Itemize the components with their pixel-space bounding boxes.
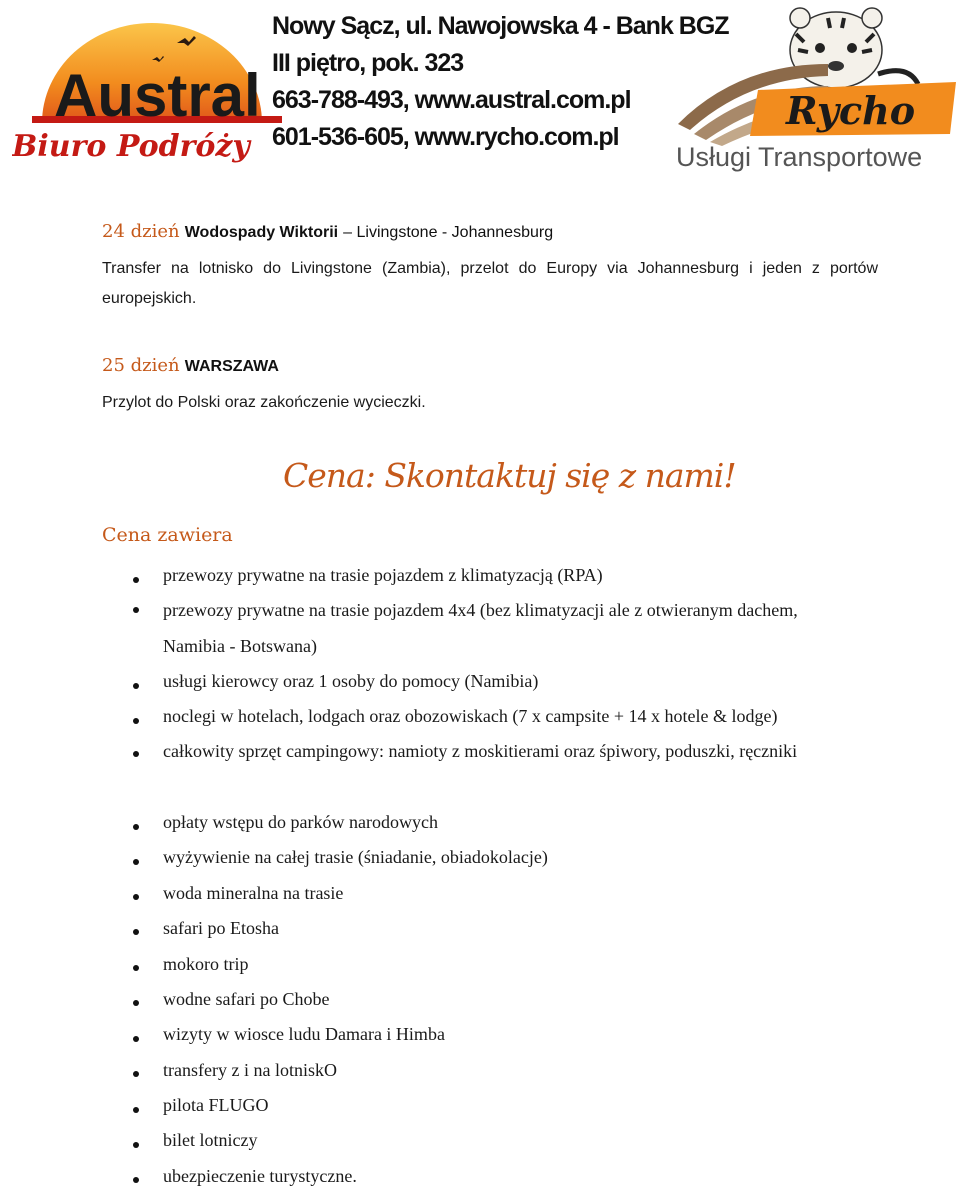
contact-line-austral: 663-788-493, www.austral.com.pl (272, 86, 631, 114)
bullet-icon (133, 859, 139, 865)
list-item: całkowity sprzęt campingowy: namioty z moskitierami oraz śpiwory, poduszki, ręczniki (163, 741, 798, 761)
bullet-icon (133, 751, 139, 757)
list-item: wyżywienie na całej trasie (śniadanie, obiadokolacje) (163, 847, 548, 867)
contact-line-rycho: 601-536-605, www.rycho.com.pl (272, 123, 619, 151)
bullet-icon (133, 718, 139, 724)
bullet-icon (133, 683, 139, 689)
bullet-icon (133, 1142, 139, 1148)
list-item: ubezpieczenie turystyczne. (163, 1166, 357, 1186)
list-item: noclegi w hotelach, lodgach oraz obozowiskach (7 x campsite + 14 x hotele & lodge) (163, 706, 778, 726)
bullet-icon (133, 1071, 139, 1077)
bullet-icon (133, 1036, 139, 1042)
bullet-icon (133, 607, 139, 613)
rycho-brand-text: Rycho (786, 88, 916, 133)
page-header (0, 0, 960, 180)
list-item: usługi kierowcy oraz 1 osoby do pomocy (Namibia) (163, 671, 539, 691)
day-25-heading (102, 355, 279, 376)
bullet-icon (133, 1177, 139, 1183)
day-24-heading (102, 221, 553, 242)
day-route: – Livingstone - Johannesburg (343, 224, 554, 241)
bullet-icon (133, 1000, 139, 1006)
austral-brand-text: Austral (54, 62, 261, 129)
list-item: bilet lotniczy (163, 1130, 258, 1150)
price-heading: Cena: Skontaktuj się z nami! (283, 456, 736, 495)
rycho-sub-text: Usługi Transportowe (676, 142, 923, 172)
day-title: Wodospady Wiktorii (184, 224, 339, 241)
day-25-description: Przylot do Polski oraz zakończenie wycieczki. (102, 394, 426, 411)
rycho-logo (668, 4, 956, 180)
austral-sub-text: Biuro Podróży (12, 129, 250, 164)
contact-line-floor: III piętro, pok. 323 (272, 49, 464, 77)
day-number: 25 dzień (102, 355, 180, 376)
list-item: wizyty w wiosce ludu Damara i Himba (163, 1024, 445, 1044)
list-item: woda mineralna na trasie (163, 883, 344, 903)
list-item: przewozy prywatne na trasie pojazdem 4x4 (bez klimatyzacji ale z otwieranym dachem, Namibia - Botswana) (163, 600, 798, 656)
contact-line-address: Nowy Sącz, ul. Nawojowska 4 - Bank BGZ (272, 12, 729, 40)
bullet-icon (133, 1107, 139, 1113)
includes-title: Cena zawiera (102, 524, 233, 546)
bullet-icon (133, 577, 139, 583)
bullet-icon (133, 894, 139, 900)
day-number: 24 dzień (102, 221, 180, 242)
bullet-icon (133, 824, 139, 830)
contact-block (272, 8, 729, 156)
list-item: transfery z i na lotniskO (163, 1060, 337, 1080)
list-item: wodne safari po Chobe (163, 989, 330, 1009)
list-item: opłaty wstępu do parków narodowych (163, 812, 438, 832)
list-item: przewozy prywatne na trasie pojazdem z klimatyzacją (RPA) (163, 565, 603, 585)
list-item: pilota FLUGO (163, 1095, 269, 1115)
day-title: WARSZAWA (184, 358, 279, 375)
list-item: safari po Etosha (163, 918, 279, 938)
list-item: mokoro trip (163, 954, 249, 974)
bullet-icon (133, 965, 139, 971)
day-24-description: Transfer na lotnisko do Livingstone (Zambia), przelot do Europy via Johannesburg i jeden z portów europejskich. (102, 260, 878, 307)
austral-logo (12, 8, 302, 168)
bullet-icon (133, 929, 139, 935)
